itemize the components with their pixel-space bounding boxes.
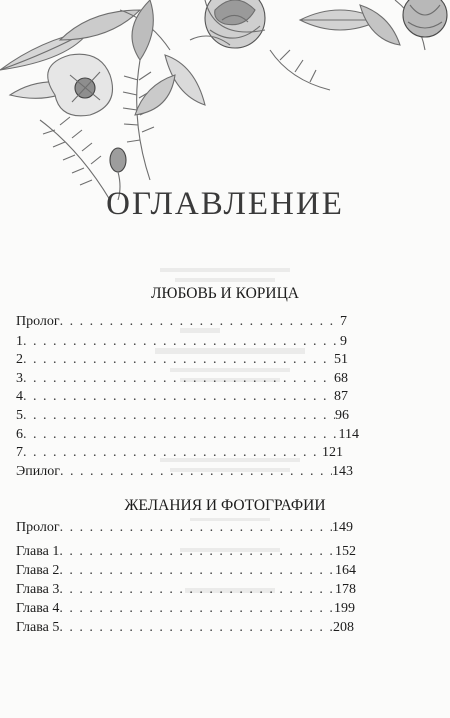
toc-entry-page: 164 bbox=[335, 563, 356, 578]
toc-entry-label: Эпилог bbox=[16, 464, 60, 479]
dot-leader bbox=[59, 563, 335, 579]
toc-entry-page: 114 bbox=[338, 427, 359, 442]
dot-leader bbox=[23, 334, 340, 350]
toc-entry[interactable] bbox=[16, 563, 356, 581]
toc-entry[interactable] bbox=[16, 371, 348, 389]
toc-entry[interactable] bbox=[16, 427, 359, 445]
dot-leader bbox=[59, 601, 334, 617]
toc-entry[interactable] bbox=[16, 352, 348, 370]
toc-entry-page: 199 bbox=[334, 601, 355, 616]
toc-entry[interactable] bbox=[16, 582, 356, 600]
dot-leader bbox=[59, 582, 335, 598]
dot-leader bbox=[60, 464, 332, 480]
dot-leader bbox=[23, 389, 334, 405]
dot-leader bbox=[23, 352, 334, 368]
toc-entry-label: 3 bbox=[16, 371, 23, 386]
toc-entry[interactable] bbox=[16, 445, 343, 463]
toc-entry-label: Глава 4 bbox=[16, 601, 60, 616]
toc-entry-label: Глава 1 bbox=[16, 544, 60, 559]
toc-entry-page: 121 bbox=[322, 445, 343, 460]
toc-entry-label: 2 bbox=[16, 352, 23, 367]
toc-entry-page: 96 bbox=[335, 408, 349, 423]
dot-leader bbox=[23, 408, 335, 424]
toc-entry-page: 208 bbox=[333, 620, 354, 635]
toc-entry-label: 5 bbox=[16, 408, 23, 423]
flower-icon bbox=[403, 0, 447, 37]
page-title: ОГЛАВЛЕНИЕ bbox=[106, 186, 344, 222]
toc-entry[interactable] bbox=[16, 314, 347, 332]
toc-entry-page: 9 bbox=[340, 334, 347, 349]
toc-entry[interactable] bbox=[16, 544, 356, 562]
poppy-icon bbox=[48, 54, 113, 116]
toc-entry[interactable] bbox=[16, 389, 348, 407]
dot-leader bbox=[59, 544, 335, 560]
toc-entry-page: 51 bbox=[334, 352, 348, 367]
toc-entry-page: 149 bbox=[332, 520, 353, 535]
toc-entry-label: 6 bbox=[16, 427, 23, 442]
toc-entry[interactable] bbox=[16, 464, 353, 482]
toc-entry-label: 4 bbox=[16, 389, 23, 404]
toc-entry-page: 152 bbox=[335, 544, 356, 559]
toc-entry-label: 1 bbox=[16, 334, 23, 349]
section-heading: ЛЮБОВЬ И КОРИЦА bbox=[151, 285, 299, 302]
toc-entry[interactable] bbox=[16, 620, 354, 638]
toc-entry[interactable] bbox=[16, 408, 349, 426]
toc-entry-label: Пролог bbox=[16, 314, 60, 329]
toc-entry-label: Глава 3 bbox=[16, 582, 60, 597]
toc-entry[interactable] bbox=[16, 520, 353, 538]
toc-entry-page: 68 bbox=[334, 371, 348, 386]
dot-leader bbox=[60, 520, 332, 536]
toc-entry-page: 7 bbox=[340, 314, 347, 329]
dot-leader bbox=[23, 445, 322, 461]
dot-leader bbox=[23, 371, 334, 387]
toc-entry[interactable] bbox=[16, 601, 355, 619]
toc-entry-label: 7 bbox=[16, 445, 23, 460]
toc-entry[interactable] bbox=[16, 334, 347, 352]
section-heading: ЖЕЛАНИЯ И ФОТОГРАФИИ bbox=[124, 497, 326, 514]
toc-entry-label: Глава 5 bbox=[16, 620, 60, 635]
toc-entry-page: 87 bbox=[334, 389, 348, 404]
rose-icon bbox=[205, 0, 265, 48]
toc-entry-page: 178 bbox=[335, 582, 356, 597]
toc-entry-label: Пролог bbox=[16, 520, 60, 535]
toc-entry-label: Глава 2 bbox=[16, 563, 60, 578]
dot-leader bbox=[60, 314, 340, 330]
toc-entry-page: 143 bbox=[332, 464, 353, 479]
dot-leader bbox=[59, 620, 333, 636]
dot-leader bbox=[23, 427, 339, 443]
floral-ornament bbox=[0, 0, 450, 200]
